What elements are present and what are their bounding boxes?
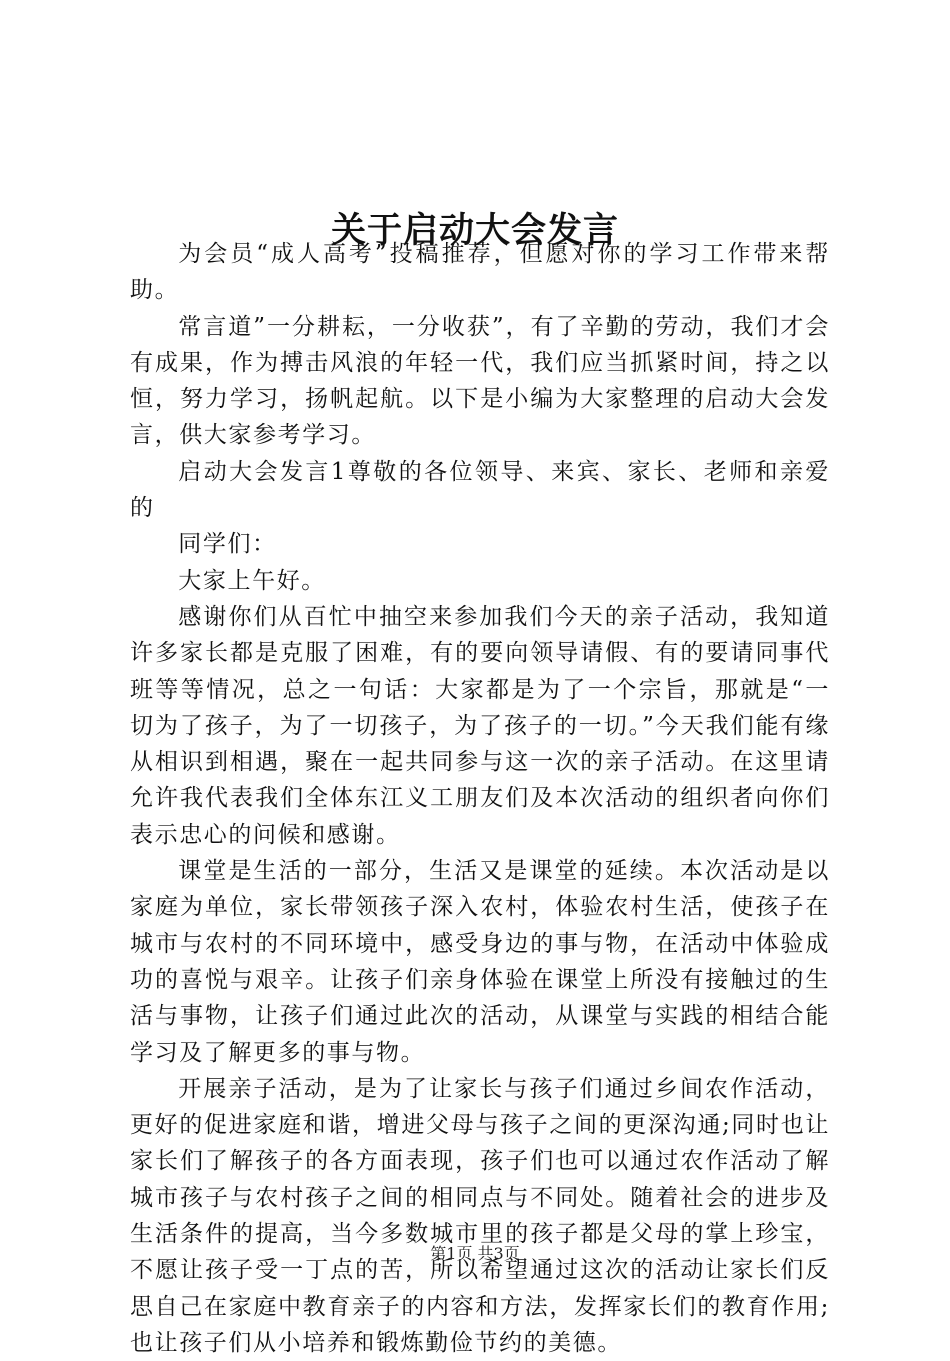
paragraph-greeting: 大家上午好。 [178,567,326,594]
paragraph-proverb: 常言道”一分耕耘，一分收获”，有了辛勤的劳动，我们才会有成果，作为搏击风浪的年轻一代，我们应当抓紧时间，持之以恒，努力学习，扬帆起航。以下是小编为大家整理的启动大会发言，供大家参考学习。 [130,313,830,449]
paragraph-intro: 为会员“成人高考”投稿推荐，但愿对你的学习工作带来帮助。 [130,241,830,304]
paragraph-speech-opening: 启动大会发言1尊敬的各位领导、来宾、家长、老师和亲爱的 [130,458,830,522]
document-body [130,236,830,1361]
paragraph-activity-purpose: 开展亲子活动，是为了让家长与孩子们通过乡间农作活动，更好的促进家庭和谐，增进父母与孩子之间的更深沟通;同时也让家长们了解孩子的各方面表现，孩子们也可以通过农作活动了解城市孩子与农村孩子之间的相同点与不同处。随着社会的进步及生活条件的提高，当今多数城市里的孩子都是父母的掌上珍宝，不愿让孩子受一丁点的苦，所以希望通过这次的活动让家长们反思自己在家庭中教育亲子的内容和方法，发挥家长们的教育作用;也让孩子们从小培养和锻炼勤俭节约的美德。 [130,1075,830,1356]
paragraph-classroom: 课堂是生活的一部分，生活又是课堂的延续。本次活动是以家庭为单位，家长带领孩子深入农村，体验农村生活，使孩子在城市与农村的不同环境中，感受身边的事与物，在活动中体验成功的喜悦与艰辛。让孩子们亲身体验在课堂上所没有接触过的生活与事物，让孩子们通过此次的活动，从课堂与实践的相结合能学习及了解更多的事与物。 [130,858,830,1066]
page-title: 关于启动大会发言 [330,210,619,252]
page-number: 第1页 共3页 [430,1244,520,1263]
paragraph-thanks: 感谢你们从百忙中抽空来参加我们今天的亲子活动，我知道许多家长都是克服了困难，有的要向领导请假、有的要请同事代班等等情况，总之一句话：大家都是为了一个宗旨，那就是“一切为了孩子，为了一切孩子，为了孩子的一切。”今天我们能有缘从相识到相遇，聚在一起共同参与这一次的亲子活动。在这里请允许我代表我们全体东江义工朋友们及本次活动的组织者向你们表示忠心的问候和感谢。 [130,603,830,848]
paragraph-salutation: 同学们： [178,531,277,558]
